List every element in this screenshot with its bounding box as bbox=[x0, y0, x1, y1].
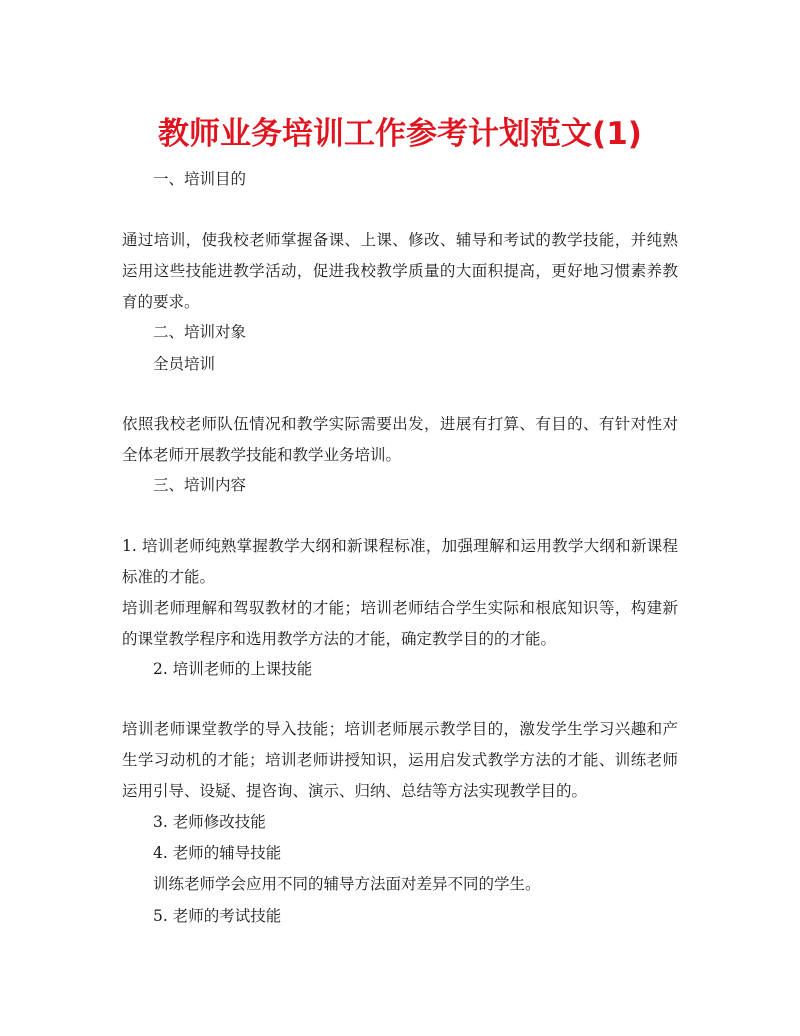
list-item-4: 4. 老师的辅导技能 bbox=[153, 844, 282, 862]
list-item-5: 5. 老师的考试技能 bbox=[153, 907, 282, 925]
list-item-3: 3. 老师修改技能 bbox=[153, 813, 266, 831]
list-item-2: 2. 培训老师的上课技能 bbox=[153, 660, 313, 678]
section-heading-audience: 二、培训对象 bbox=[153, 323, 247, 341]
subheading-all-staff: 全员培训 bbox=[153, 355, 216, 373]
paragraph-item-1: 培训老师理解和驾驭教材的才能；培训老师结合学生实际和根底知识等，构建新的课堂教学程序和选用教学方法的才能，确定教学目的的才能。 bbox=[122, 599, 678, 648]
document-title: 教师业务培训工作参考计划范文(1) bbox=[158, 116, 642, 152]
section-heading-purpose: 一、培训目的 bbox=[153, 170, 247, 188]
paragraph-item-2: 培训老师课堂教学的导入技能；培训老师展示教学目的，激发学生学习兴趣和产生学习动机的才能；培训老师讲授知识，运用启发式教学方法的才能、训练老师运用引导、设疑、提咨询、演示、归纳、总结等方法实现教学目的。 bbox=[122, 720, 678, 800]
paragraph-audience: 依照我校老师队伍情况和教学实际需要出发，进展有打算、有目的、有针对性对全体老师开展教学技能和教学业务培训。 bbox=[122, 415, 678, 464]
paragraph-purpose: 通过培训，使我校老师掌握备课、上课、修改、辅导和考试的教学技能，并纯熟运用这些技能进教学活动，促进我校教学质量的大面积提高，更好地习惯素养教育的要求。 bbox=[122, 231, 678, 311]
section-heading-content: 三、培训内容 bbox=[153, 476, 247, 494]
list-item-1: 1. 培训老师纯熟掌握教学大纲和新课程标准，加强理解和运用教学大纲和新课程标准的才能。 bbox=[122, 537, 678, 586]
paragraph-item-4: 训练老师学会应用不同的辅导方法面对差异不同的学生。 bbox=[153, 875, 541, 893]
